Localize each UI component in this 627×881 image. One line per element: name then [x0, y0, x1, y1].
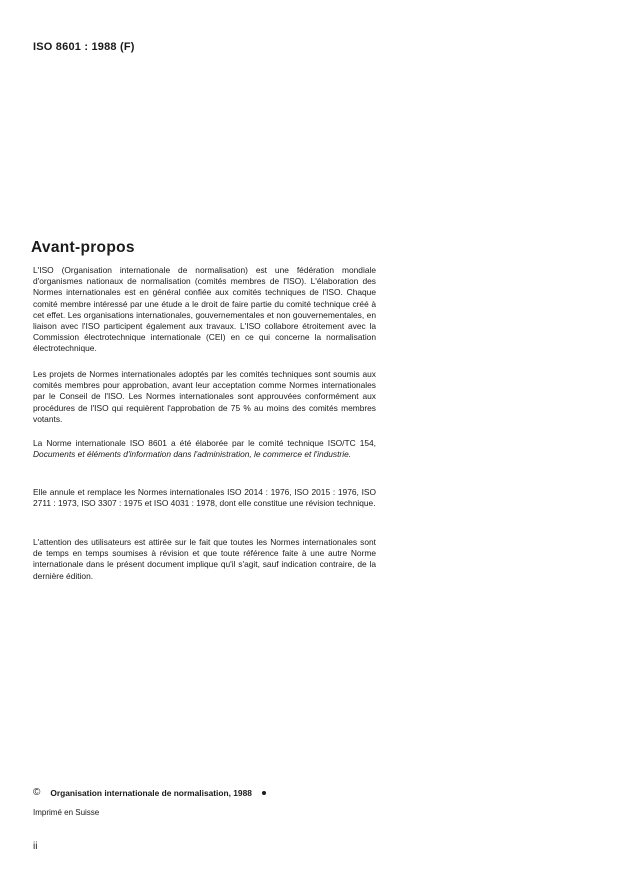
paragraph-draft-approval: Les projets de Normes internationales adoptés par les comités techniques sont soumis aux comités membres pour approbation, avant leur acceptation comme Normes internationales par le Conseil de l'ISO. Les Normes internationales sont approuvées conformément aux procédures de l'ISO qui requièrent l'approbation de 75 % au moins des comités membres votants.: [33, 369, 376, 424]
copyright-icon: ©: [33, 787, 41, 798]
copyright-text: Organisation internationale de normalisation, 1988: [50, 787, 252, 798]
paragraph-replaces-standards: Elle annule et remplace les Normes internationales ISO 2014 : 1976, ISO 2015 : 1976, ISO 2711 : 1973, ISO 3307 : 1975 et ISO 4031 : 1978, dont elle constitue une révision technique.: [33, 487, 376, 509]
paragraph-revision-notice: L'attention des utilisateurs est attirée sur le fait que toutes les Normes internationales sont de temps en temps soumises à révision et que toute référence faite à une autre Norme internationale dans le présent document implique qu'il s'agit, sauf indication contraire, de la dernière édition.: [33, 537, 376, 581]
committee-title-italic: Documents et éléments d'information dans l'administration, le commerce et l'industrie.: [33, 449, 352, 460]
paragraph-technical-committee: [33, 438, 376, 460]
section-heading: Avant-propos: [31, 239, 135, 256]
paragraph-committee-text: La Norme internationale ISO 8601 a été élaborée par le comité technique ISO/TC 154,: [33, 438, 376, 448]
copyright-line: [33, 787, 266, 798]
page-number: ii: [33, 841, 38, 852]
printed-location: Imprimé en Suisse: [33, 808, 100, 817]
bullet-dot-icon: [262, 791, 266, 795]
paragraph-iso-description: L'ISO (Organisation internationale de normalisation) est une fédération mondiale d'organismes nationaux de normalisation (comités membres de l'ISO). L'élaboration des Normes internationales est en général confiée aux comités techniques de l'ISO. Chaque comité membre intéressé par une étude a le droit de faire partie du comité technique créé à cet effet. Les organisations internationales, gouvernementales et non gouvernementales, en liaison avec l'ISO participent également aux travaux. L'ISO collabore étroitement avec la Commission électrotechnique internationale (CEI) en ce qui concerne la normalisation électrotechnique.: [33, 265, 376, 354]
document-id-header: ISO 8601 : 1988 (F): [33, 41, 135, 53]
